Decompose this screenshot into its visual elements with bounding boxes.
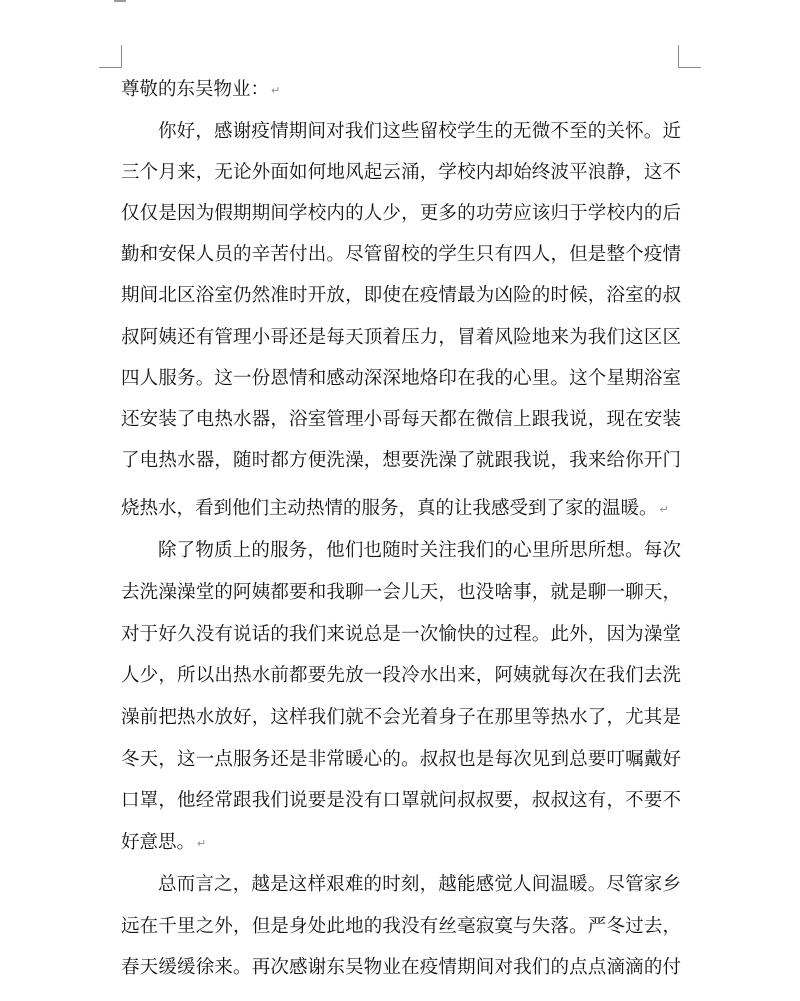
paragraph-line: 三个月来，无论外面如何地风起云涌，学校内却始终波平浪静，这不 [121,162,681,183]
paragraph-line: 对于好久没有说话的我们来说总是一次愉快的过程。此外，因为澡堂 [121,624,681,645]
margin-corner-top-left [99,45,122,68]
paragraph-line: 人少，所以出热水前都要先放一段冷水出来，阿姨就每次在我们去洗 [121,665,681,686]
paragraph-line: 口罩，他经常跟我们说要是没有口罩就问叔叔要，叔叔这有，不要不 [121,790,681,811]
paragraph-line: 澡前把热水放好，这样我们就不会光着身子在那里等热水了，尤其是 [121,707,681,728]
paragraph-line: 勤和安保人员的辛苦付出。尽管留校的学生只有四人，但是整个疫情 [121,244,681,265]
paragraph-last-line [121,494,681,524]
paragraph-last-line [121,828,681,858]
paragraph-line: 远在千里之外，但是身处此地的我没有丝毫寂寞与失落。严冬过去， [121,916,681,937]
paragraph-line-text: 好意思。 [121,832,196,853]
paragraph-line: 还安装了电热水器，浴室管理小哥每天都在微信上跟我说，现在安装 [121,409,681,430]
page-top-edge-mark [114,0,126,2]
paragraph-line: 春天缓缓徐来。再次感谢东吴物业在疫情期间对我们的点点滴滴的付 [121,957,681,978]
paragraph-mark-icon: ↵ [197,837,207,850]
paragraph-line: 你好，感谢疫情期间对我们这些留校学生的无微不至的关怀。近 [158,121,681,142]
paragraph-mark-icon: ↵ [271,84,281,97]
paragraph-line: 除了物质上的服务，他们也随时关注我们的心里所思所想。每次 [158,540,681,561]
paragraph-line: 了电热水器，随时都方便洗澡，想要洗澡了就跟我说，我来给你开门 [121,450,681,471]
paragraph-line: 叔阿姨还有管理小哥还是每天顶着压力，冒着风险地来为我们这区区 [121,327,681,348]
margin-corner-top-right [678,45,701,68]
paragraph-line: 仅仅是因为假期期间学校内的人少，更多的功劳应该归于学校内的后 [121,203,681,224]
paragraph-line: 四人服务。这一份恩情和感动深深地烙印在我的心里。这个星期浴室 [121,368,681,389]
paragraph-line: 去洗澡澡堂的阿姨都要和我聊一会儿天，也没啥事，就是聊一聊天， [121,582,681,603]
paragraph-line: 冬天，这一点服务还是非常暖心的。叔叔也是每次见到总要叮嘱戴好 [121,749,681,770]
salutation-text: 尊敬的东吴物业： [121,79,270,100]
paragraph-mark-icon: ↵ [659,503,669,516]
salutation-line [121,75,681,105]
paragraph-line-text: 烧热水，看到他们主动热情的服务，真的让我感受到了家的温暖。 [121,498,658,519]
paragraph-line: 总而言之，越是这样艰难的时刻，越能感觉人间温暖。尽管家乡 [158,874,681,895]
paragraph-line: 期间北区浴室仍然准时开放，即使在疫情最为凶险的时候，浴室的叔 [121,285,681,306]
